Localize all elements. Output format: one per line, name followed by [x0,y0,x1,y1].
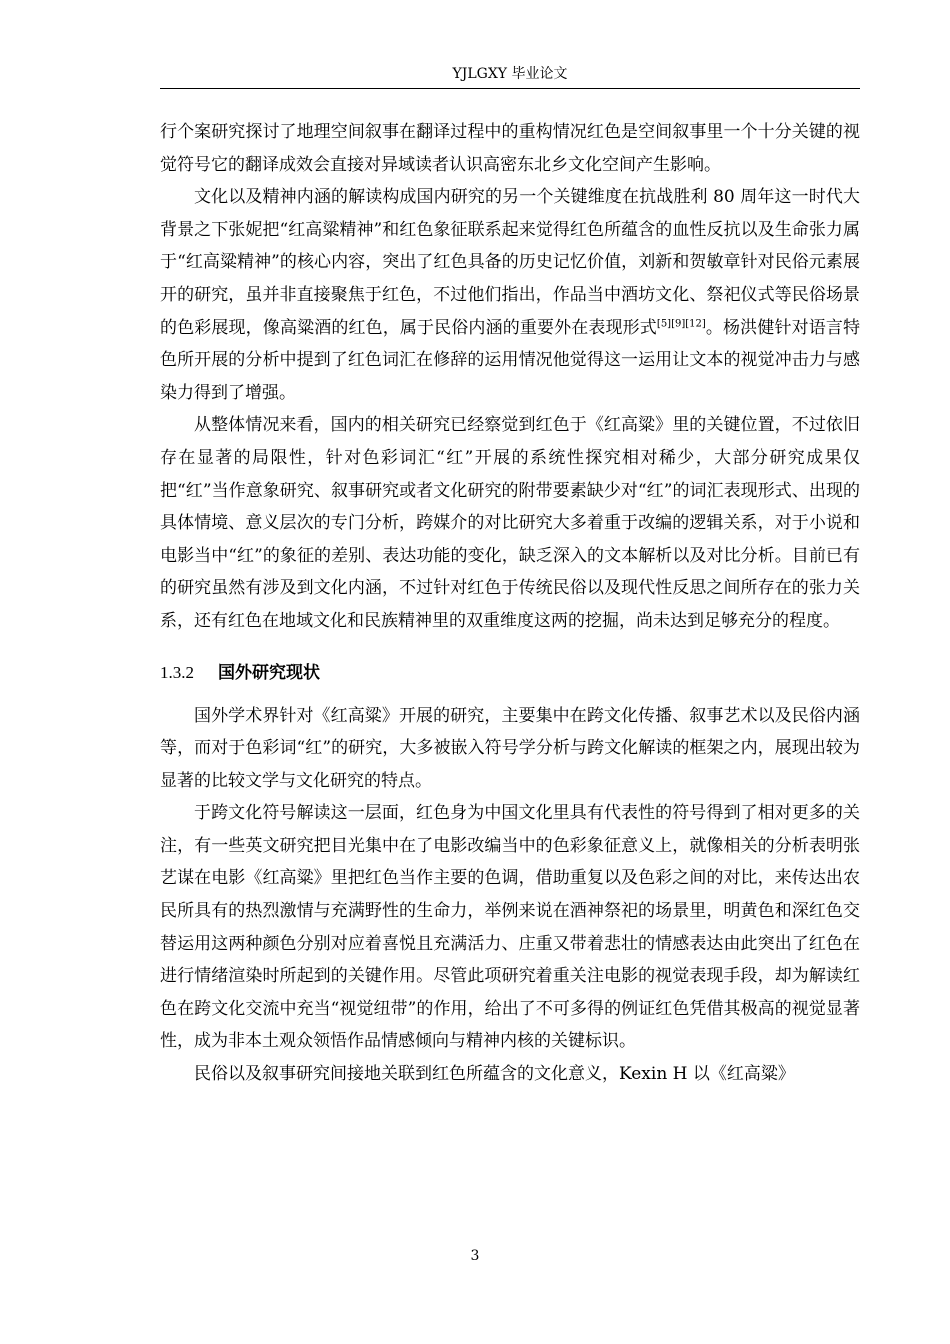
paragraph-1: 行个案研究探讨了地理空间叙事在翻译过程中的重构情况红色是空间叙事里一个十分关键的视觉符号它的翻译成效会直接对异域读者认识高密东北乡文化空间产生影响。 [160,122,860,175]
paragraph-5: 于跨文化符号解读这一层面，红色身为中国文化里具有代表性的符号得到了相对更多的关注，有一些英文研究把目光集中在了电影改编当中的色彩象征意义上，就像相关的分析表明张艺谋在电影《红高粱》里把红色当作主要的色调，借助重复以及色彩之间的对比，来传达出农民所具有的热烈激情与充满野性的生命力，举例来说在酒神祭祀的场景里，明黄色和深红色交替运用这两种颜色分别对应着喜悦且充满活力、庄重又带着悲壮的情感表达由此突出了红色在进行情绪渲染时所起到的关键作用。尽管此项研究着重关注电影的视觉表现手段，却为解读红色在跨文化交流中充当“视觉纽带”的作用，给出了不可多得的例证红色凭借其极高的视觉显著性，成为非本土观众领悟作品情感倾向与精神内核的关键标识。 [160,803,860,1052]
page-number: 3 [470,1248,480,1264]
paragraph-4: 国外学术界针对《红高粱》开展的研究，主要集中在跨文化传播、叙事艺术以及民俗内涵等，而对于色彩词“红”的研究，大多被嵌入符号学分析与跨文化解读的框架之内，展现出较为显著的比较文学与文化研究的特点。 [160,705,860,791]
paragraph-6: 民俗以及叙事研究间接地关联到红色所蕴含的文化意义，Kexin H 以《红高粱》 [194,1064,795,1085]
section-title: 国外研究现状 [218,662,320,683]
paragraph-2-text-b: 。杨洪健针对语言特色所开展的分析中提到了红色词汇在修辞的运用情况他觉得这一运用让文本的视觉冲击力与感染力得到了增强。 [160,317,860,403]
paragraph-3: 从整体情况来看，国内的相关研究已经察觉到红色于《红高粱》里的关键位置，不过依旧存在显著的局限性，针对色彩词汇“红”开展的系统性探究相对稀少，大部分研究成果仅把“红”当作意象研究、叙事研究或者文化研究的附带要素缺少对“红”的词汇表现形式、出现的具体情境、意义层次的专门分析，跨媒介的对比研究大多着重于改编的逻辑关系，对于小说和电影当中“红”的象征的差别、表达功能的变化，缺乏深入的文本解析以及对比分析。目前已有的研究虽然有涉及到文化内涵，不过针对红色于传统民俗以及现代性反思之间所存在的张力关系，还有红色在地域文化和民族精神里的双重维度这两的挖掘，尚未达到足够充分的程度。 [160,415,860,631]
paragraph-2 [160,181,860,409]
header-rule [160,88,860,89]
citation-marker: [5][9][12] [656,317,706,329]
section-heading [160,658,860,688]
paragraph-2-text-a: 文化以及精神内涵的解读构成国内研究的另一个关键维度在抗战胜利 80 周年这一时代大背景之下张妮把“红高粱精神”和红色象征联系起来觉得红色所蕴含的血性反抗以及生命张力属于“红高粱精神”的核心内容，突出了红色具备的历史记忆价值，刘新和贺敏章针对民俗元素展开的研究，虽并非直接聚焦于红色，不过他们指出，作品当中酒坊文化、祭祀仪式等民俗场景的色彩展现，像高粱酒的红色，属于民俗内涵的重要外在表现形式 [160,187,860,338]
running-header: YJLGXY 毕业论文 [452,66,568,82]
page-body [160,116,860,1091]
section-number: 1.3.2 [160,662,194,682]
